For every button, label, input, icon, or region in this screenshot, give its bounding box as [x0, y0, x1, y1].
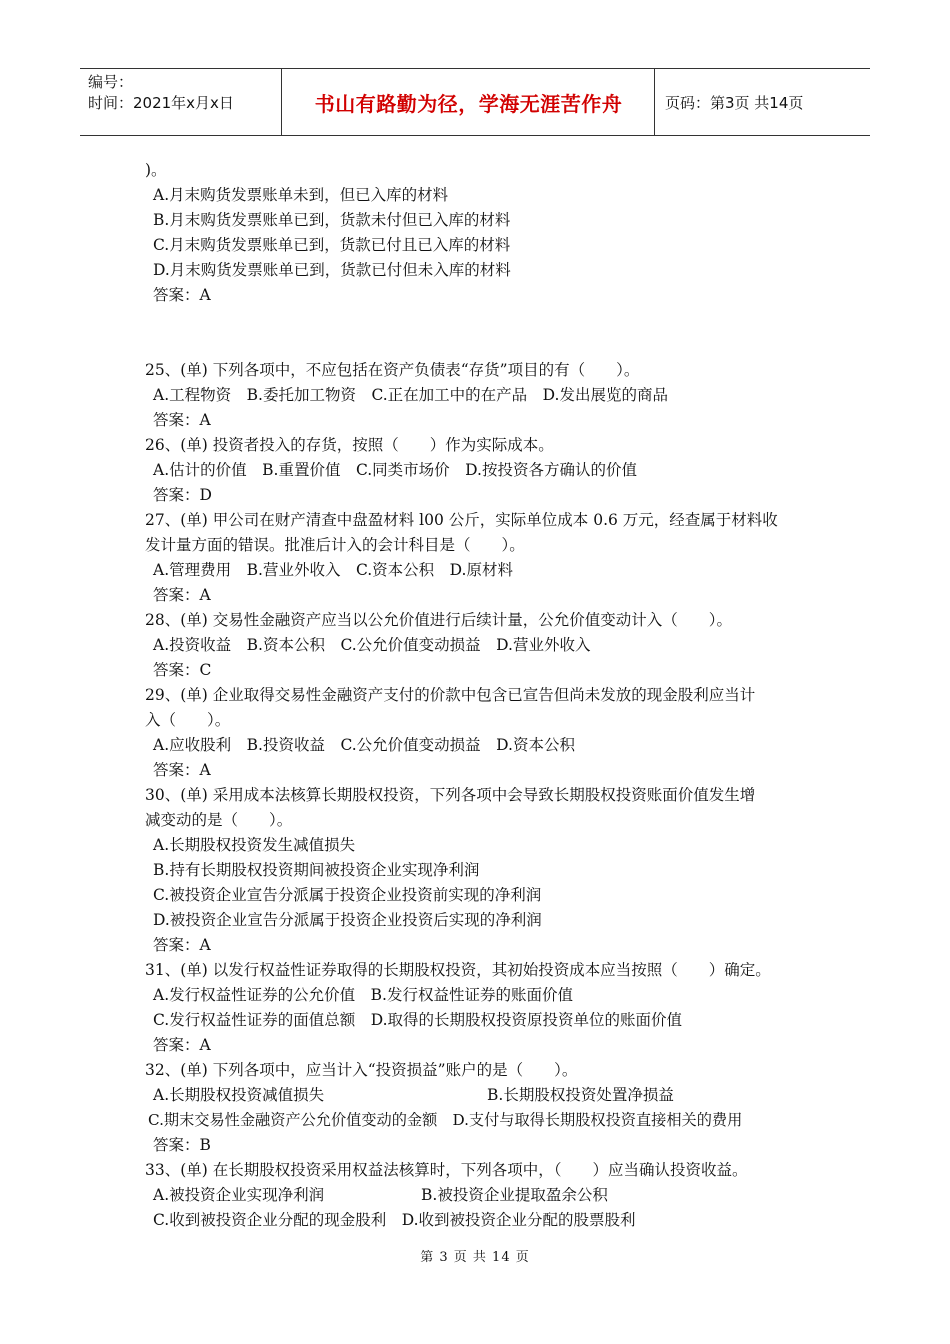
- text-line: D.月末购货发票账单已到，货款已付但未入库的材料: [153, 261, 511, 279]
- text-line: C.收到被投资企业分配的现金股利 D.收到被投资企业分配的股票股利: [153, 1211, 636, 1229]
- text-line: 发计量方面的错误。批准后计入的会计科目是（ ）。: [145, 536, 525, 554]
- text-line: C.期末交易性金融资产公允价值变动的金额 D.支付与取得长期股权投资直接相关的费用: [148, 1111, 743, 1129]
- header-motto-cell: [283, 69, 655, 135]
- header-motto: 书山有路勤为径，学海无涯苦作舟: [314, 91, 623, 116]
- text-line: 入（ ）。: [145, 711, 231, 729]
- text-line: A.管理费用 B.营业外收入 C.资本公积 D.原材料: [153, 561, 513, 579]
- question-line: 30、(单) 采用成本法核算长期股权投资，下列各项中会导致长期股权投资账面价值发生增: [145, 786, 756, 804]
- answer-line: 答案：A: [153, 286, 211, 304]
- spacer: [145, 308, 825, 358]
- header-page-info: 页码：第3页 共14页: [665, 93, 804, 112]
- text-line: A.应收股利 B.投资收益 C.公允价值变动损益 D.资本公积: [153, 736, 575, 754]
- question-line: 26、(单) 投资者投入的存货，按照（ ）作为实际成本。: [145, 436, 554, 454]
- option-right: B.长期股权投资处置净损益: [487, 1086, 674, 1104]
- question-line: 25、(单) 下列各项中，不应包括在资产负债表“存货”项目的有（ ）。: [145, 361, 640, 379]
- document-number-label: 编号：: [88, 73, 134, 91]
- document-body: [145, 158, 825, 1233]
- answer-line: 答案：A: [153, 761, 211, 779]
- text-line: A.发行权益性证券的公允价值 B.发行权益性证券的账面价值: [153, 986, 573, 1004]
- text-line: A.月末购货发票账单未到，但已入库的材料: [153, 186, 449, 204]
- header-meta: [80, 69, 282, 135]
- options-line: [145, 1183, 825, 1208]
- question-line: 33、(单) 在长期股权投资采用权益法核算时，下列各项中，（ ）应当确认投资收益。: [145, 1161, 748, 1179]
- option-left: A.长期股权投资减值损失: [153, 1086, 325, 1104]
- text-line: A.长期股权投资发生减值损失: [153, 836, 356, 854]
- answer-line: 答案：C: [153, 661, 212, 679]
- page-footer: 第 3 页 共 14 页: [420, 1250, 530, 1265]
- question-line: 28、(单) 交易性金融资产应当以公允价值进行后续计量，公允价值变动计入（ ）。: [145, 611, 732, 629]
- answer-line: 答案：A: [153, 1036, 211, 1054]
- text-line: )。: [145, 161, 167, 179]
- text-line: D.被投资企业宣告分派属于投资企业投资后实现的净利润: [153, 911, 542, 929]
- text-line: C.被投资企业宣告分派属于投资企业投资前实现的净利润: [153, 886, 542, 904]
- option-left: A.被投资企业实现净利润: [153, 1186, 325, 1204]
- options-line: [145, 1083, 825, 1108]
- text-line: B.月末购货发票账单已到，货款未付但已入库的材料: [153, 211, 511, 229]
- option-right: B.被投资企业提取盈余公积: [421, 1186, 608, 1204]
- question-line: 31、(单) 以发行权益性证券取得的长期股权投资，其初始投资成本应当按照（ ）确定。: [145, 961, 771, 979]
- text-line: A.估计的价值 B.重置价值 C.同类市场价 D.按投资各方确认的价值: [153, 461, 637, 479]
- answer-line: 答案：A: [153, 586, 211, 604]
- text-line: 减变动的是（ ）。: [145, 811, 293, 829]
- question-line: 29、(单) 企业取得交易性金融资产支付的价款中包含已宣告但尚未发放的现金股利应当计: [145, 686, 756, 704]
- answer-line: 答案：D: [153, 486, 212, 504]
- question-line: 32、(单) 下列各项中，应当计入“投资损益”账户的是（ ）。: [145, 1061, 578, 1079]
- question-line: 27、(单) 甲公司在财产清查中盘盈材料 l00 公斤，实际单位成本 0.6 万元，经查属于材料收: [145, 511, 778, 529]
- answer-line: 答案：A: [153, 411, 211, 429]
- text-line: A.投资收益 B.资本公积 C.公允价值变动损益 D.营业外收入: [153, 636, 591, 654]
- page-header: [80, 68, 870, 136]
- answer-line: 答案：B: [153, 1136, 211, 1154]
- text-line: C.发行权益性证券的面值总额 D.取得的长期股权投资原投资单位的账面价值: [153, 1011, 683, 1029]
- document-date-label: 时间：2021年x月x日: [88, 94, 234, 112]
- answer-line: 答案：A: [153, 936, 211, 954]
- text-line: C.月末购货发票账单已到，货款已付且已入库的材料: [153, 236, 511, 254]
- text-line: A.工程物资 B.委托加工物资 C.正在加工中的在产品 D.发出展览的商品: [153, 386, 668, 404]
- text-line: B.持有长期股权投资期间被投资企业实现净利润: [153, 861, 480, 879]
